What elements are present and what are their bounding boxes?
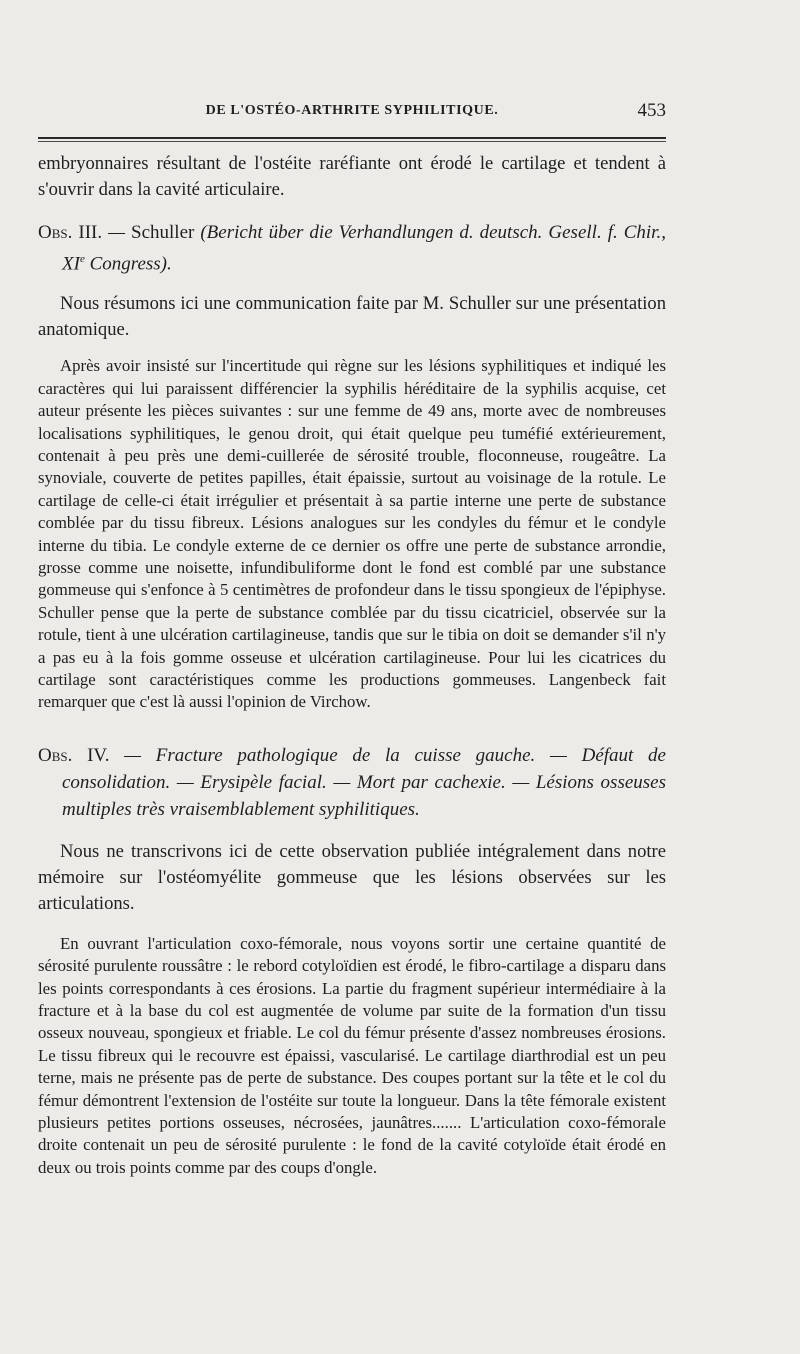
page-body: [38, 151, 666, 1179]
paragraph-continuation: embryonnaires résultant de l'ostéite raréfiante ont érodé le cartilage et tendent à s'ouvrir dans la cavité articulaire.: [38, 153, 666, 200]
page-header: [38, 100, 666, 129]
header-rule: [38, 137, 666, 139]
header-rule-thin: [38, 141, 666, 142]
obs-4-label: Obs. IV.: [38, 744, 110, 766]
paragraph-obs4-intro: Nous ne transcrivons ici de cette observation publiée intégralement dans notre mémoire sur l'ostéomyélite gommeuse que les lésions observées sur les articulations.: [38, 840, 666, 914]
obs-4-dash: —: [109, 744, 156, 766]
obs-3-reference-sup: e: [79, 253, 85, 265]
obs-4-title: Fracture pathologique de la cuisse gauche. — Défaut de consolidation. — Erysipèle facial. — Mort par cachexie. — Lésions osseuses multiples très vraisemblablement syphilitiques.: [62, 744, 666, 820]
observation-4-heading: [38, 742, 666, 823]
obs-3-reference: (Bericht über die Verhandlungen d. deutsch. Gesell. f. Chir., XI: [62, 222, 666, 275]
observation-3-heading: [38, 219, 666, 277]
paragraph-articulation-findings: En ouvrant l'articulation coxo-fémorale, nous voyons sortir une certaine quantité de sérosité purulente roussâtre : le rebord cotyloïdien est érodé, le fibro-cartilage a disparu dans les points correspondants à ces érosions. La partie du fragment supérieur intermédiaire à la fracture et à la base du col est augmentée de volume par suite de la formation d'un tissu osseux nouveau, spongieux et friable. Le col du fémur présente d'assez nombreuses érosions. Le tissu fibreux qui le recouvre est épaissi, vascularisé. Le cartilage diarthrodial est un peu terne, mais ne présente pas de perte de substance. Des coupes portant sur la tête et le col du fémur démontrent l'extension de l'ostéite sur toute la longueur. Dans la tête fémorale existent plusieurs petites portions osseuses, nécrosées, jaunâtres....... L'articulation coxo-fémorale droite contenait un peu de sérosité purulente : le fond de la cavité cotyloïde était érodé en deux ou trois points comme par des coups d'ongle.: [38, 933, 666, 1177]
obs-3-dash: —: [102, 222, 132, 243]
obs-3-reference-end: Congress).: [84, 253, 172, 275]
obs-3-author: Schuller: [131, 222, 195, 243]
obs-3-label: Obs. III.: [38, 222, 103, 243]
running-title: DE L'OSTÉO-ARTHRITE SYPHILITIQUE.: [205, 103, 499, 118]
paragraph-summary-intro: Nous résumons ici une communication faite par M. Schuller sur une présentation anatomique.: [38, 293, 666, 341]
paragraph-schuller-case: Après avoir insisté sur l'incertitude qui règne sur les lésions syphilitiques et indiqué les caractères qui lui paraissent différencier la syphilis héréditaire de la syphilis acquise, cet auteur présente les pièces suivantes : sur une femme de 49 ans, morte avec de nombreuses localisations syphilitiques, le genou droit, qui était quelque peu tuméfié extérieurement, contenait à peu près une demi-cuillerée de sérosité trouble, floconneuse, rougeâtre. La synoviale, couverte de petites papilles, était épaissie, surtout au voisinage de la rotule. Le cartilage de celle-ci était irrégulier et présentait à sa partie interne une perte de substance comblée par du tissu fibreux. Lésions analogues sur les condyles du fémur et le condyle interne du tibia. Le condyle externe de ce dernier os offre une perte de substance arrondie, grosse comme une noisette, infundibuliforme dont le fond est comblé par une substance gommeuse qui s'enfonce à 5 centimètres de profondeur dans le tissu spongieux de l'épiphyse. Schuller pense que la perte de substance comblée par du tissu cicatriciel, observée sur la rotule, tient à une ulcération cartilagineuse, tandis que sur le tibia on doit se demander s'il n'y a pas eu à la fois gomme osseuse et ulcération cartilagineuse. Pour lui les cicatrices du cartilage sont caractéristiques comme les productions gommeuses. Langenbeck fait remarquer que c'est là aussi l'opinion de Virchow.: [38, 356, 666, 712]
page-number: 453: [637, 100, 666, 121]
